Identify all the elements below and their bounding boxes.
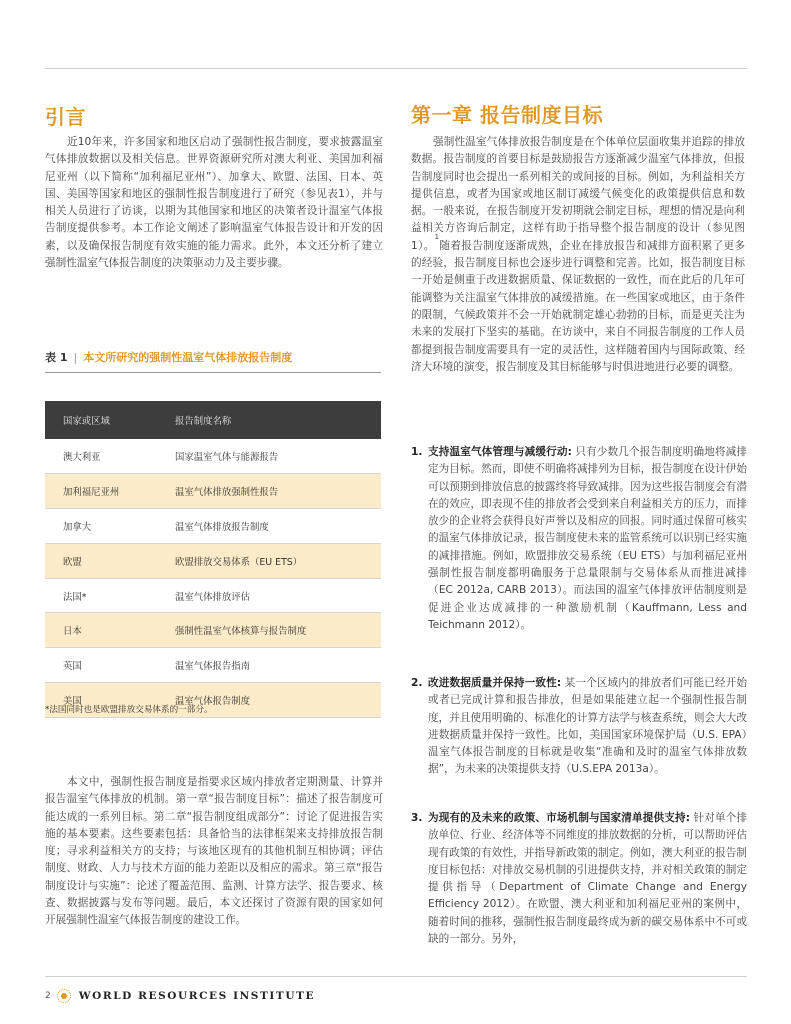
table-row: [45, 648, 381, 683]
list-item-lead: 支持温室气体管理与减缓行动:: [428, 446, 572, 458]
table-caption: [45, 349, 381, 365]
table-row: [45, 579, 381, 614]
table-cell-program: 强制性温室气体核算与报告制度: [175, 626, 307, 638]
list-item: [411, 675, 747, 779]
table-header-region: 国家或区域: [63, 416, 110, 427]
list-item-number: 1.: [411, 446, 423, 458]
table-cell-program: 温室气体排放评估: [175, 591, 251, 603]
table-cell-region: 法国*: [63, 591, 87, 603]
page-footer: [45, 989, 315, 1003]
table-cell-region: 日本: [63, 626, 82, 638]
table-cell-program: 欧盟排放交易体系（EU ETS）: [175, 556, 303, 568]
table-row: [45, 509, 381, 544]
list-item-body: [411, 444, 747, 634]
chapter1-text-after: 随着报告制度逐渐成熟，企业在排放报告和减排方面积累了更多的经验，报告制度目标也会逐步进行调整和完善。比如，报告制度目标一开始是侧重于改进数据质量、保证数据的一致性，而在此后的几年可能调整为关注温室气体排放的减缓措施。在一些国家或地区，由于条件的限制，气候政策并不会一开始就制定雄心勃勃的目标，而是更关注为未来的发展打下坚实的基础。在访谈中，来自不同报告制度的工作人员都提到报告制度需要具有一定的灵活性，这样随着国内与国际政策、经济大环境的演变，报告制度及其目标能够与时俱进地进行必要的调整。: [411, 239, 745, 373]
table-cell-region: 美国: [63, 696, 82, 708]
table-caption-separator: |: [73, 351, 78, 364]
table-caption-text: 本文所研究的强制性温室气体排放报告制度: [83, 351, 293, 364]
table-cell-region: 加拿大: [63, 521, 92, 533]
table-cell-program: 温室气体报告指南: [175, 661, 251, 673]
top-divider: [45, 68, 747, 69]
intro-paragraph: 近10年来，许多国家和地区启动了强制性报告制度，要求披露温室气体排放数据以及相关信息。世界资源研究所对澳大利亚、美国加利福尼亚州（以下简称“加利福尼亚州”）、加拿大、欧盟、法国、日本、英国、美国等国家和地区的强制性报告制度进行了研究（参见表1），并与相关人员进行了访谈，以期为其他国家和地区的决策者设计温室气体报告制度提供参考。本工作论文阐述了影响温室气体报告设计和开发的因素，以及确保报告制度有效实施的能力需求。此外，本文还分析了建立强制性温室气体报告制度的决策驱动力及主要步骤。: [45, 136, 383, 270]
list-item: [411, 444, 747, 634]
table-cell-program: 国家温室气体与能源报告: [175, 451, 279, 463]
table-cell-region: 澳大利亚: [63, 451, 101, 463]
table-row: [45, 439, 381, 474]
list-item-text: 某一个区域内的排放者们可能已经开始或者已完成计算和报告排放，但是如果能建立起一个强制性报告制度，并且使用明确的、标准化的计算方法学与核查系统，则会大大改进数据质量并保持一致性。比如，美国国家环境保护局（U.S. EPA）温室气体报告制度的目标就是收集“准确和及时的温室气体排放数据”，为未来的决策提供支持（U.S.EPA 2013a）。: [428, 677, 747, 776]
table-header-program: 报告制度名称: [175, 416, 232, 427]
structure-paragraph: 本文中，强制性报告制度是指要求区域内排放者定期测量、计算并报告温室气体排放的机制。第一章“报告制度目标”：描述了报告制度可能达成的一系列目标。第二章“报告制度组成部分”：讨论了促进报告实施的基本要素。这些要素包括：具备恰当的法律框架来支持排放报告制度；寻求利益相关方的支持；与该地区现有的其他机制互相协调；评估制度、财政、人力与技术方面的能力差距以及相应的需求。第三章“报告制度设计与实施”：论述了覆盖范围、监测、计算方法学、报告要求、核查、数据披露与发布等问题。最后，本文还探讨了资源有限的国家如何开展强制性温室气体报告制度的建设工作。: [45, 776, 383, 927]
table-row: [45, 613, 381, 648]
table-cell-program: 温室气体排放强制性报告: [175, 486, 279, 498]
list-item-text: 只有少数几个报告制度明确地将减排定为目标。然而，即使不明确将减排列为目标，报告制度在设计伊始可以预期到排放信息的披露终将导致减排。因为这些报告制度会有潜在的效应，即表现不佳的排放者会受到来自利益相关方的压力，而排放少的企业将会获得良好声誉以及相应的回报。同时通过保留可核实的温室气体排放记录，报告制度使未来的监管系统可以识别已经实施的减排措施。例如，欧盟排放交易系统（EU ETS）与加利福尼亚州强制性报告制度都明确服务于总量限制与交易体系从而推进减排（EC 2012a, CARB 2013）。而法国的温室气体排放评估制度则是促进企业达成减排的一种激励机制（Kauffmann, Less and Teichmann 2012）。: [428, 446, 747, 631]
table-cell-program: 温室气体排放报告制度: [175, 521, 269, 533]
chapter1-text-before: 强制性温室气体排放报告制度是在个体单位层面收集并追踪的排放数据。报告制度的首要目标是鼓励报告方逐渐减少温室气体排放，但报告制度同时也会提出一系列相关的或间接的目标。例如，为利益相关方提供信息，或者为国家或地区制订减缓气候变化的政策提供信息和数据。一般来说，在报告制度开发初期就会制定目标，理想的情况是向利益相关方咨询后制定，这样有助于指导整个报告制度的设计（参见图1）。: [411, 136, 745, 252]
chapter1-title: 第一章 报告制度目标: [411, 103, 603, 127]
list-item-number: 2.: [411, 677, 423, 689]
chapter1-paragraph: [411, 134, 745, 376]
reporting-programs-table: [45, 401, 381, 718]
list-item-lead: 为现有的及未来的政策、市场机制与国家清单提供支持:: [428, 812, 690, 824]
list-item-number: 3.: [411, 812, 423, 824]
footnote-reference: 1: [434, 233, 440, 242]
intro-title: 引言: [45, 105, 86, 129]
table-cell-region: 欧盟: [63, 556, 82, 568]
table-row: [45, 474, 381, 509]
organization-name: WORLD RESOURCES INSTITUTE: [78, 990, 316, 1002]
table-header-row: [45, 401, 381, 439]
table-row: [45, 544, 381, 579]
table-cell-region: 英国: [63, 661, 82, 673]
table-cell-region: 加利福尼亚州: [63, 486, 120, 498]
table-cell-program: 温室气体报告制度: [175, 696, 251, 708]
list-item-lead: 改进数据质量并保持一致性:: [428, 677, 562, 689]
caption-divider: [45, 372, 381, 373]
wri-logo-icon: [57, 989, 71, 1003]
list-item-body: [411, 810, 747, 948]
table-label: 表 1: [45, 351, 68, 364]
table-footnote: *法国同时也是欧盟排放交易体系的一部分。: [45, 705, 213, 715]
page-number: 2: [45, 991, 51, 1001]
list-item: [411, 810, 747, 948]
list-item-text: 针对单个排放单位、行业、经济体等不同维度的排放数据的分析，可以帮助评估现有政策的有效性，并指导新政策的制定。例如，澳大利亚的报告制度目标包括：对排放交易机制的引进提供支持，并对相关政策的制定提供指导（Department of Climate Change and Energy Efficiency 2012）。在欧盟、澳大利亚和加利福尼亚州的案例中，随着时间的推移，强制性报告制度最终成为新的碳交易体系中不可或缺的一部分。另外，: [428, 812, 747, 946]
bottom-divider: [45, 976, 747, 977]
list-item-body: [411, 675, 747, 779]
